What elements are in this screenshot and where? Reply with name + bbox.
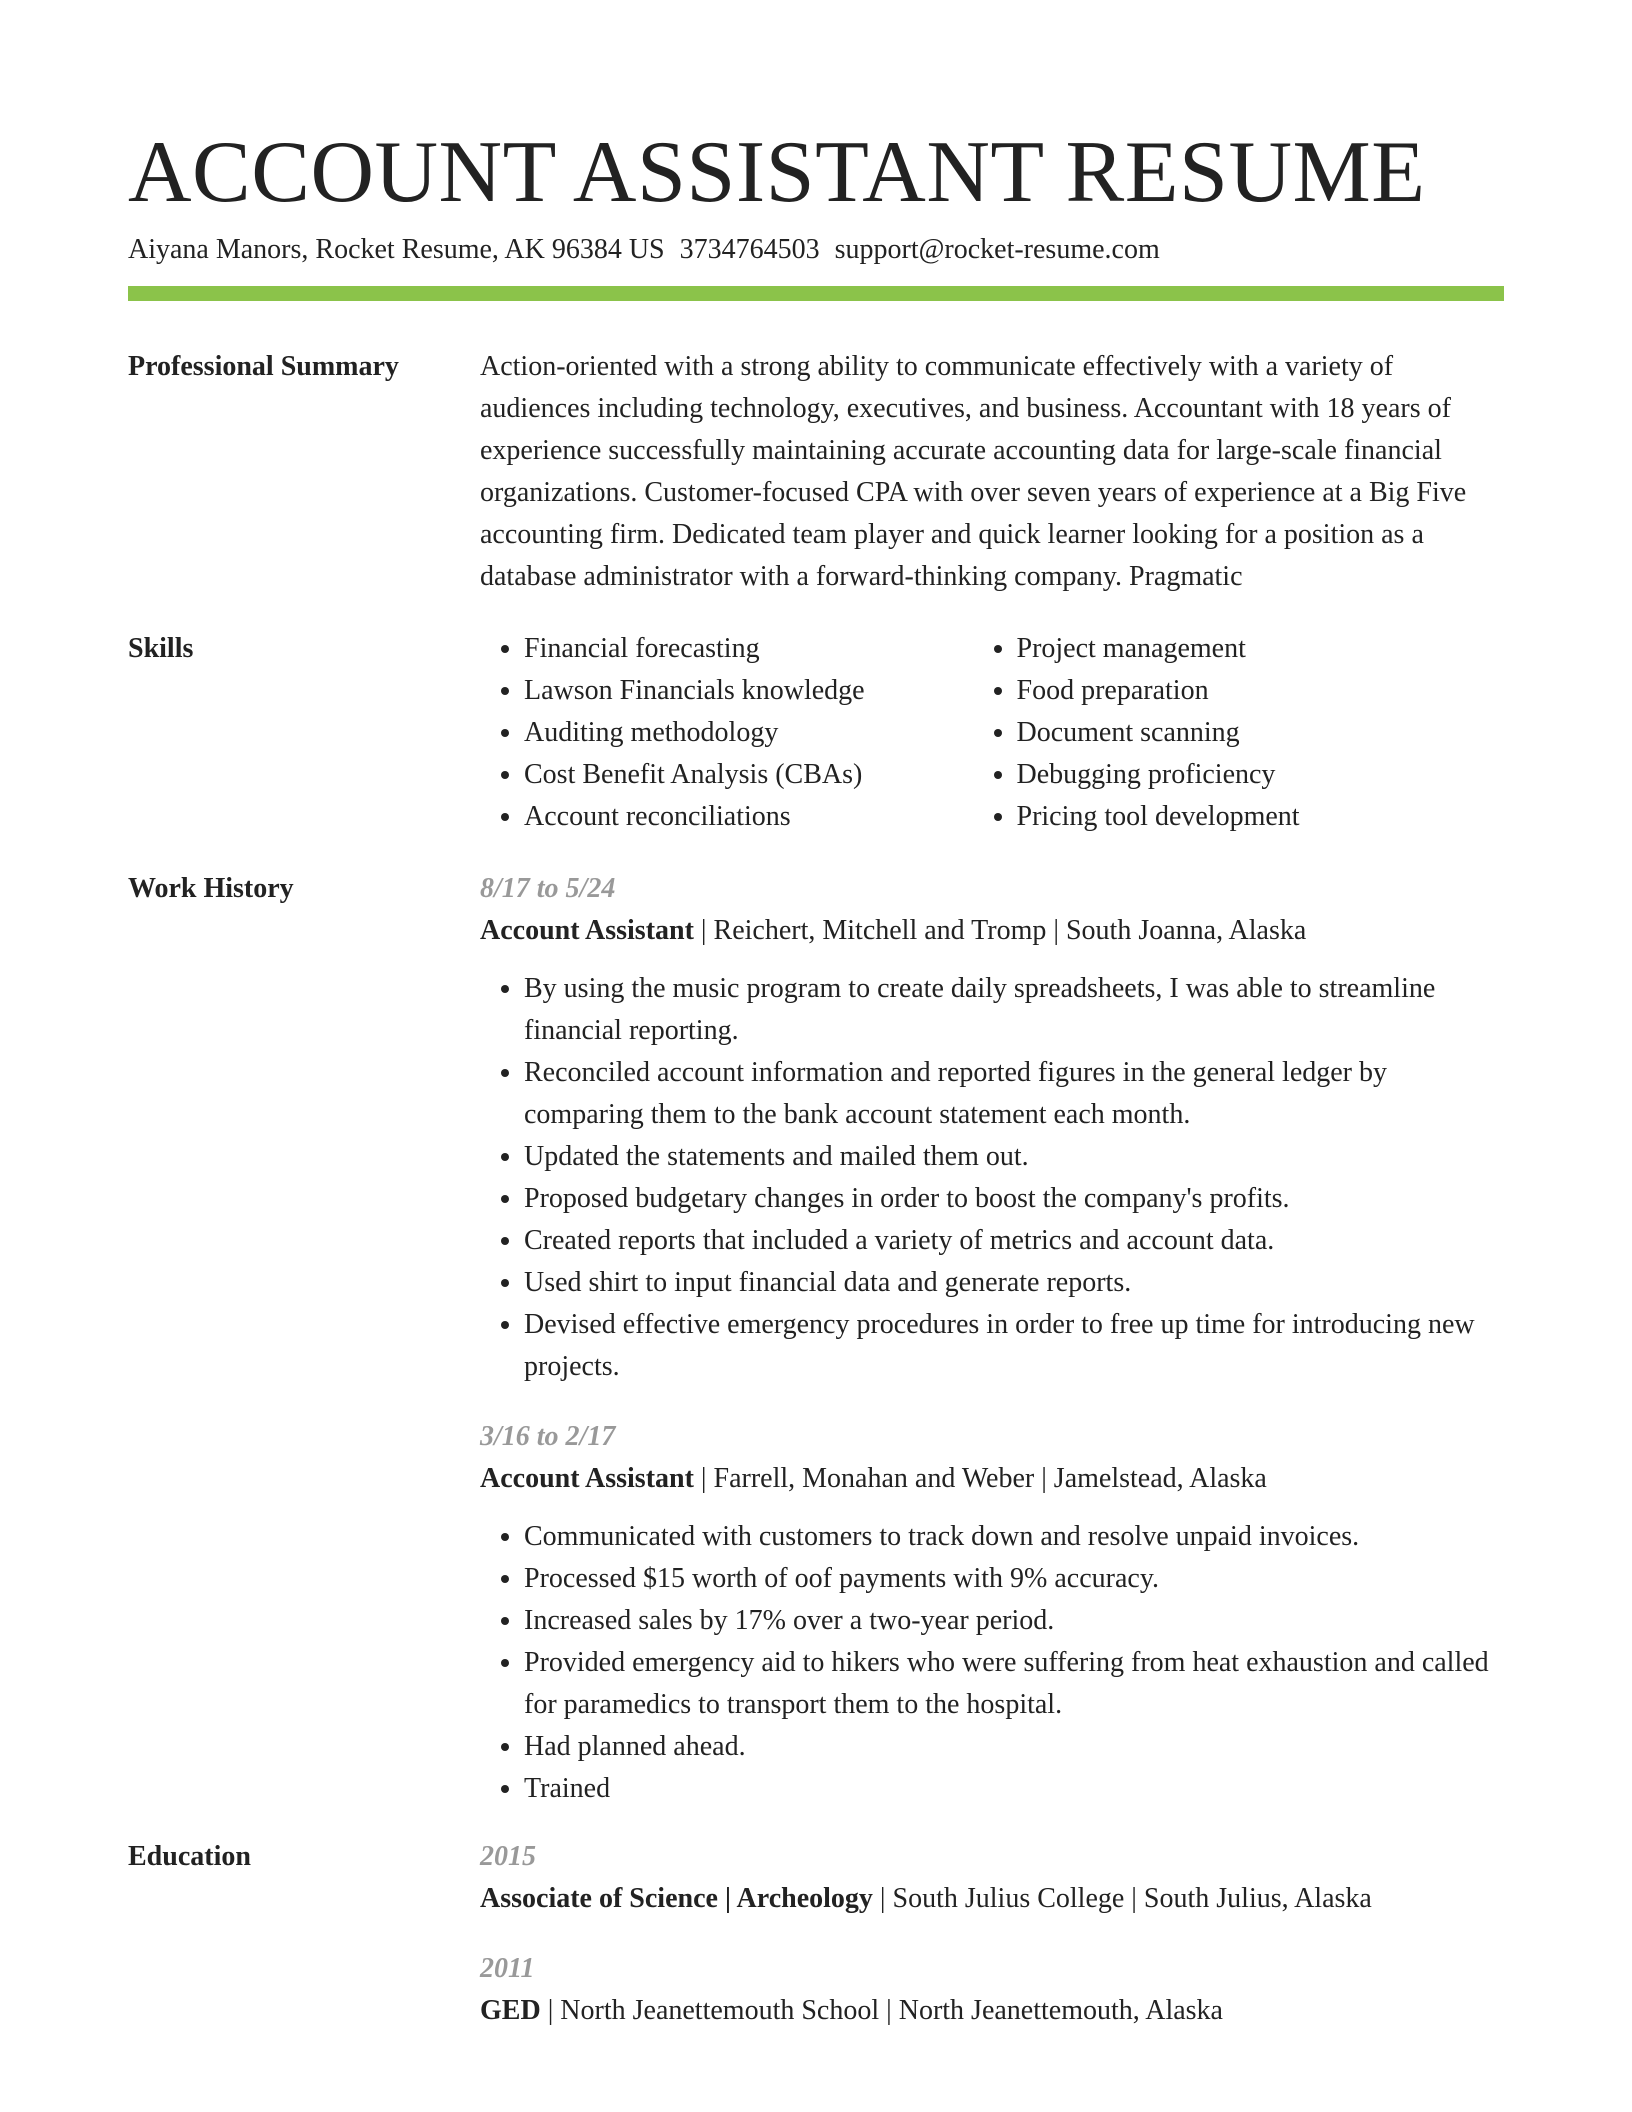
- job-bullet: • Updated the statements and mailed them out.: [524, 1136, 1504, 1178]
- contact-address: Aiyana Manors, Rocket Resume, AK 96384 US: [128, 234, 665, 265]
- job-details: | Farrell, Monahan and Weber | Jamelstead, Alaska: [693, 1463, 1267, 1494]
- skill-item: • Document scanning: [1017, 712, 1505, 754]
- skill-item: • Cost Benefit Analysis (CBAs): [524, 754, 973, 796]
- job-bullet: • Processed $15 worth of oof payments with 9% accuracy.: [524, 1558, 1504, 1600]
- education-entry: [480, 1948, 1504, 2032]
- summary-text: Action-oriented with a strong ability to communicate effectively with a variety of audiences including technology, executives, and business. Accountant with 18 years of experience successfully maintaining accurate accounting data for large-scale financial organizations. Customer-focused CPA with over seven years of experience at a Big Five accounting firm. Dedicated team player and quick learner looking for a position as a database administrator with a forward-thinking company. Pragmatic: [480, 351, 1467, 592]
- education-details: | South Julius College | South Julius, Alaska: [872, 1883, 1372, 1914]
- education-degree: GED: [480, 1995, 541, 2026]
- job-bullet: • By using the music program to create daily spreadsheets, I was able to streamline financial reporting.: [524, 968, 1504, 1052]
- job-dates: 3/16 to 2/17: [480, 1421, 616, 1452]
- job-dates: 8/17 to 5/24: [480, 873, 616, 904]
- header-divider: [128, 286, 1504, 301]
- job-bullet: • Created reports that included a variety of metrics and account data.: [524, 1220, 1504, 1262]
- education-entry: [480, 1836, 1504, 1920]
- contact-email: support@rocket-resume.com: [834, 234, 1160, 265]
- skill-item: • Financial forecasting: [524, 628, 973, 670]
- job-entry: [480, 868, 1504, 1388]
- skills-list-1: [480, 628, 973, 838]
- education-year: 2011: [480, 1953, 535, 1984]
- contact-line: [128, 230, 1160, 270]
- job-bullet: • Provided emergency aid to hikers who were suffering from heat exhaustion and called for paramedics to transport them to the hospital.: [524, 1642, 1504, 1726]
- job-title: Account Assistant: [480, 1463, 694, 1494]
- work-history-label: Work History: [128, 873, 294, 904]
- job-bullet: • Communicated with customers to track down and resolve unpaid invoices.: [524, 1516, 1504, 1558]
- skills-label: Skills: [128, 633, 194, 664]
- education-degree: Associate of Science | Archeology: [480, 1883, 873, 1914]
- job-bullet: • Reconciled account information and reported figures in the general ledger by comparing them to the bank account statement each month.: [524, 1052, 1504, 1136]
- skill-item: • Food preparation: [1017, 670, 1505, 712]
- skills-list-2: [973, 628, 1505, 838]
- education-label: Education: [128, 1841, 251, 1872]
- skill-item: • Account reconciliations: [524, 796, 973, 838]
- summary-label: Professional Summary: [128, 351, 399, 382]
- job-bullet: • Increased sales by 17% over a two-year period.: [524, 1600, 1504, 1642]
- education-heading: [480, 1878, 1504, 1920]
- skill-item: • Debugging proficiency: [1017, 754, 1505, 796]
- job-bullet: • Trained: [524, 1768, 1504, 1810]
- job-bullet: • Devised effective emergency procedures in order to free up time for introducing new projects.: [524, 1304, 1504, 1388]
- job-bullets: [480, 968, 1504, 1388]
- contact-phone: 3734764503: [679, 234, 820, 265]
- skill-item: • Project management: [1017, 628, 1505, 670]
- skill-item: • Lawson Financials knowledge: [524, 670, 973, 712]
- job-heading: [480, 1458, 1504, 1500]
- job-title: Account Assistant: [480, 915, 694, 946]
- job-bullet: • Had planned ahead.: [524, 1726, 1504, 1768]
- skill-item: • Pricing tool development: [1017, 796, 1505, 838]
- education-year: 2015: [480, 1841, 536, 1872]
- skill-item: • Auditing methodology: [524, 712, 973, 754]
- job-entry: [480, 1416, 1504, 1810]
- education-heading: [480, 1990, 1504, 2032]
- job-details: | Reichert, Mitchell and Tromp | South Joanna, Alaska: [693, 915, 1307, 946]
- job-bullet: • Proposed budgetary changes in order to boost the company's profits.: [524, 1178, 1504, 1220]
- resume-title: ACCOUNT ASSISTANT RESUME: [128, 124, 1426, 221]
- education-details: | North Jeanettemouth School | North Jeanettemouth, Alaska: [540, 1995, 1223, 2026]
- skills-columns: [480, 628, 1504, 838]
- job-bullets: [480, 1516, 1504, 1810]
- job-bullet: • Used shirt to input financial data and generate reports.: [524, 1262, 1504, 1304]
- job-heading: [480, 910, 1504, 952]
